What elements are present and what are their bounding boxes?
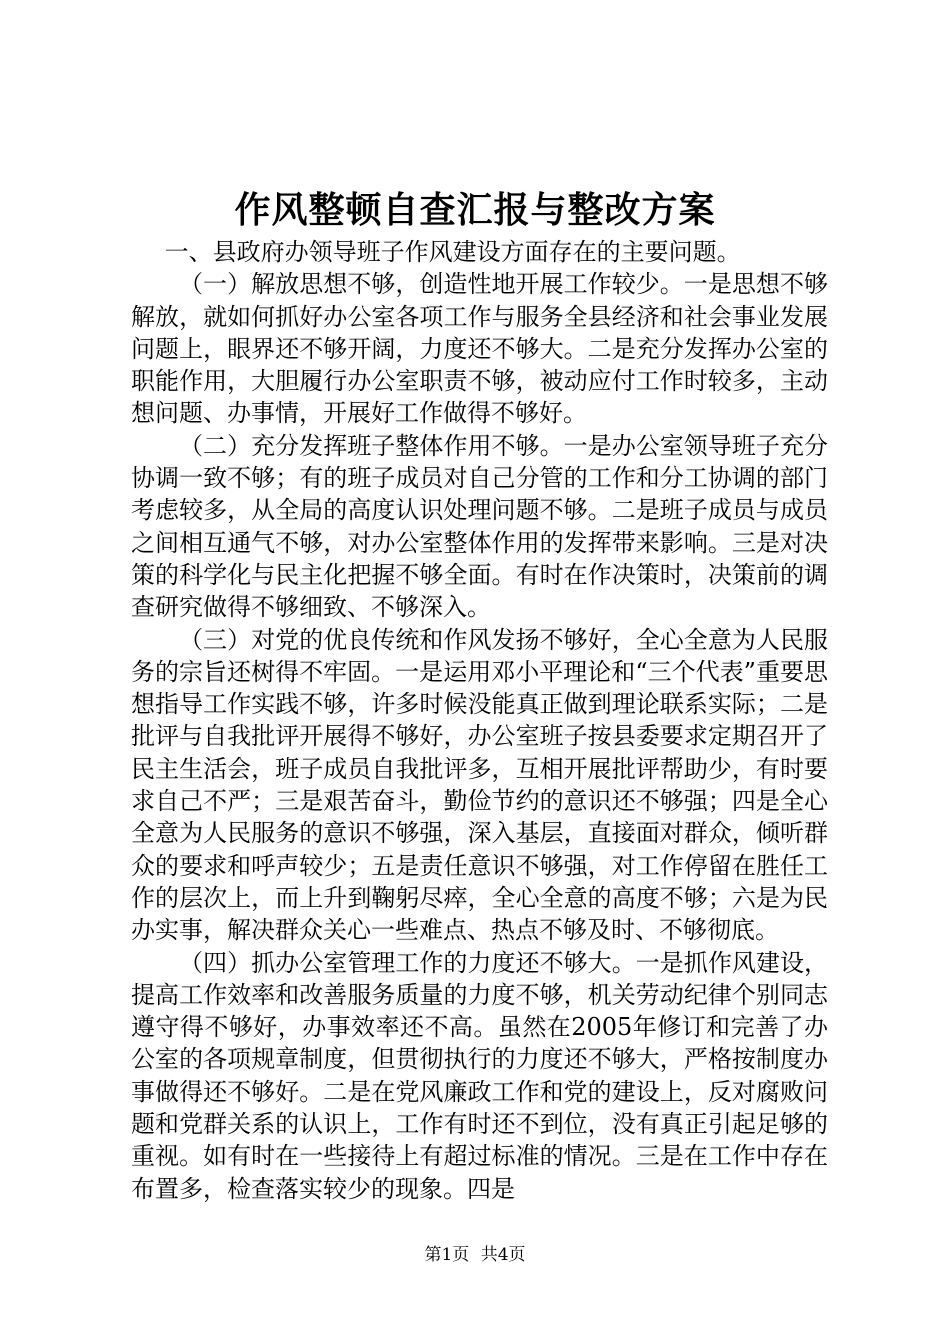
document-title: 作风整顿自查汇报与整改方案	[234, 189, 716, 231]
section-heading: 一、县政府办领导班子作风建设方面存在的主要问题。	[164, 238, 741, 266]
paragraph-4: （四）抓办公室管理工作的力度还不够大。一是抓作风建设，提高工作效率和改善服务质量的力度不够，机关劳动纪律个别同志遵守得不够好，办事效率还不高。虽然在2005年修订和完善了办公室的各项规章制度，但贯彻执行的力度还不够大，严格按制度办事做得还不够好。二是在党风廉政工作和党的建设上，反对腐败问题和党群关系的认识上，工作有时还不到位，没有真正引起足够的重视。如有时在一些接待上有超过标准的情况。三是在工作中存在布置多，检查落实较少的现象。四是	[131, 948, 828, 1203]
page-number: 第1页	[424, 1245, 470, 1265]
page-total: 共4页	[480, 1245, 526, 1265]
page-footer	[0, 1243, 950, 1267]
document-body	[131, 236, 828, 1205]
paragraph-1: （一）解放思想不够，创造性地开展工作较少。一是思想不够解放，就如何抓好办公室各项工作与服务全县经济和社会事业发展问题上，眼界还不够开阔，力度还不够大。二是充分发挥办公室的职能作用，大胆履行办公室职责不够，被动应付工作时较多，主动想问题、办事情，开展好工作做得不够好。	[131, 270, 828, 428]
paragraph-3: （三）对党的优良传统和作风发扬不够好，全心全意为人民服务的宗旨还树得不牢固。一是运用邓小平理论和“三个代表”重要思想指导工作实践不够，许多时候没能真正做到理论联系实际；二是批评与自我批评开展得不够好，办公室班子按县委要求定期召开了民主生活会，班子成员自我批评多，互相开展批评帮助少，有时要求自己不严；三是艰苦奋斗，勤俭节约的意识还不够强；四是全心全意为人民服务的意识不够强，深入基层，直接面对群众，倾听群众的要求和呼声较少；五是责任意识不够强，对工作停留在胜任工作的层次上，而上升到鞠躬尽瘁，全心全意的高度不够；六是为民办实事，解决群众关心一些难点、热点不够及时、不够彻底。	[131, 625, 828, 945]
paragraph-2: （二）充分发挥班子整体作用不够。一是办公室领导班子充分协调一致不够；有的班子成员对自己分管的工作和分工协调的部门考虑较多，从全局的高度认识处理问题不够。二是班子成员与成员之间相互通气不够，对办公室整体作用的发挥带来影响。三是对决策的科学化与民主化把握不够全面。有时在作决策时，决策前的调查研究做得不够细致、不够深入。	[131, 431, 828, 622]
